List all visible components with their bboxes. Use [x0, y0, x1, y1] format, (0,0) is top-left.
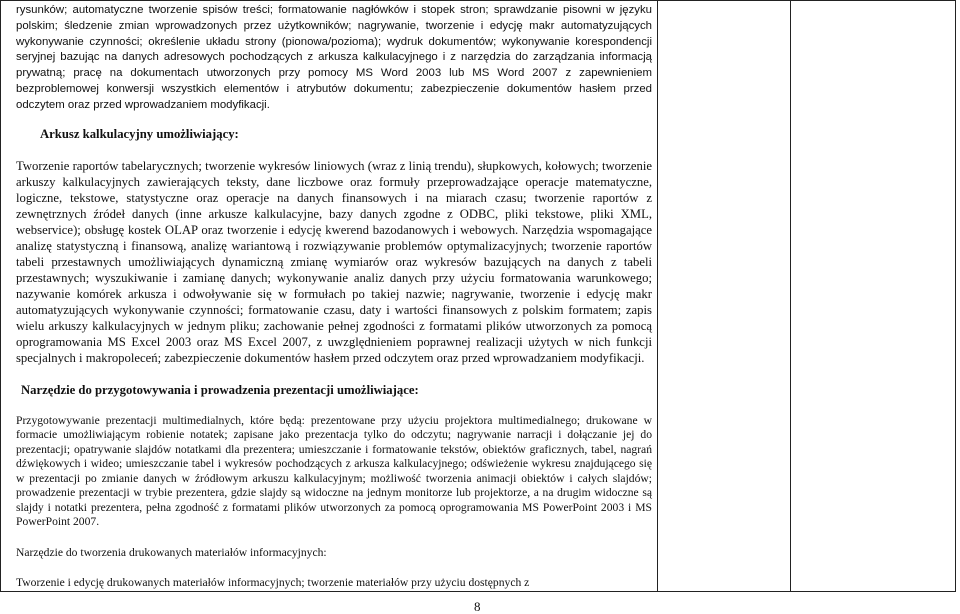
spacer: [16, 530, 652, 546]
description-cell: [1, 1, 658, 592]
spacer: [16, 114, 652, 126]
table-row: [1, 1, 956, 592]
empty-cell-3: [791, 1, 956, 592]
empty-cell-2: [658, 1, 791, 592]
spacer: [16, 398, 652, 414]
print-tool-paragraph: Tworzenie i edycję drukowanych materiałów informacyjnych; tworzenie materiałów przy użyciu dostępnych z: [16, 576, 530, 590]
description-content: [1, 1, 657, 591]
page-number: 8: [474, 599, 481, 614]
spacer: [16, 366, 652, 382]
print-tool-heading: Narzędzie do tworzenia drukowanych materiałów informacyjnych:: [16, 545, 327, 559]
spacer: [16, 142, 652, 158]
spreadsheet-paragraph: Tworzenie raportów tabelarycznych; tworzenie wykresów liniowych (wraz z linią trendu), słupkowych, kołowych; tworzenie arkuszy kalkulacyjnych zawierających teksty, dane liczbowe oraz formuły przeprowadzające operacje matematyczne, logiczne, tekstowe, statystyczne oraz operacje na danych finansowych i na miarach czasu; tworzenie raportów z zewnętrznych źródeł danych (inne arkusze kalkulacyjne, bazy danych zgodne z ODBC, pliki tekstowe, pliki XML, webservice); obsługę kostek OLAP oraz tworzenie i edycję kwerend bazodanowych i webowych. Narzędzia wspomagające analizę statystyczną i finansową, analizę wariantową i rozwiązywanie problemów optymalizacyjnych; tworzenie raportów tabeli przestawnych umożliwiających dynamiczną zmianę wymiarów oraz wykresów bazujących na danych z tabeli przestawnych; wyszukiwanie i zamianę danych; wykonywanie analiz danych przy użyciu formatowania warunkowego; nazywanie komórek arkusza i odwoływanie się w formułach po takiej nazwie; nagrywanie, tworzenie i edycję makr automatyzujących wykonywanie czynności; formatowanie czasu, daty i wartości finansowych z polskim formatem; zapis wielu arkuszy kalkulacyjnych w jednym pliku; zachowanie pełnej zgodności z formatami plików utworzonych za pomocą oprogramowania MS Excel 2003 oraz MS Excel 2007, z uwzględnieniem poprawnej realizacji użytych w nich funkcji specjalnych i makropoleceń; zabezpieczenie dokumentów hasłem przed odczytem oraz przed wprowadzaniem modyfikacji.: [16, 158, 652, 365]
spreadsheet-heading: Arkusz kalkulacyjny umożliwiający:: [40, 126, 239, 141]
presentation-paragraph: Przygotowywanie prezentacji multimedialnych, które będą: prezentowane przy użyciu projektora multimedialnego; drukowane w formacie umożliwiającym robienie notatek; zapisane jako prezentacja tylko do odczytu; nagrywanie narracji i dołączanie jej do prezentacji; opatrywanie slajdów notatkami dla prezentera; umieszczanie i formatowanie tekstów, obiektów graficznych, tabel, nagrań dźwiękowych i wideo; umieszczanie tabel i wykresów pochodzących z arkusza kalkulacyjnego; odświeżenie wykresu znajdującego się w prezentacji po zmianie danych w źródłowym arkuszu kalkulacyjnym; możliwość tworzenia animacji obiektów i całych slajdów; prowadzenie prezentacji w trybie prezentera, gdzie slajdy są widoczne na jednym monitorze lub projektorze, a na drugim widoczne są slajdy i notatki prezentera, pełna zgodność z formatami plików utworzonych za pomocą oprogramowania MS PowerPoint 2003 i MS PowerPoint 2007.: [16, 413, 652, 529]
word-processor-paragraph: rysunków; automatyczne tworzenie spisów treści; formatowanie nagłówków i stopek stron; sprawdzanie pisowni w języku polskim; śledzenie zmian wprowadzonych przez użytkowników; nagrywanie, tworzenie i edycję makr automatyzujących wykonywanie czynności; określenie układu strony (pionowa/pozioma); wydruk dokumentów; wykonywanie korespondencji seryjnej bazując na danych adresowych pochodzących z arkusza kalkulacyjnego i z narzędzia do zarządzania informacją prywatną; pracę na dokumentach utworzonych przy pomocy MS Word 2003 lub MS Word 2007 z zapewnieniem bezproblemowej konwersji wszystkich elementów i atrybutów dokumentu; zabezpieczenie dokumentów hasłem przed odczytem oraz przed wprowadzaniem modyfikacji.: [16, 4, 652, 111]
presentation-heading: Narzędzie do przygotowywania i prowadzenia prezentacji umożliwiające:: [21, 382, 419, 397]
spacer: [16, 560, 652, 576]
